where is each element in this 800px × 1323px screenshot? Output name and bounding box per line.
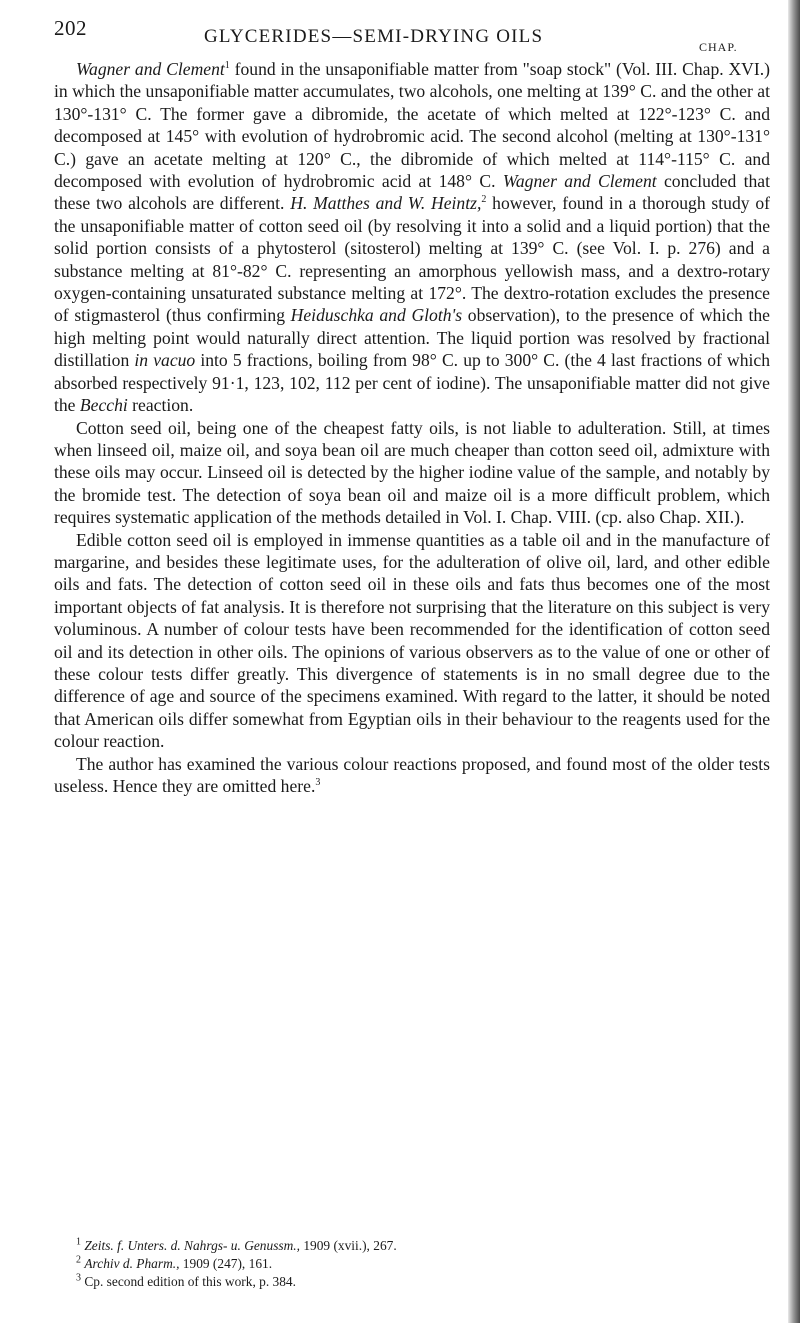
paragraph <box>54 753 770 798</box>
paragraph <box>54 58 770 417</box>
text-run: 1909 (247), 161. <box>179 1256 273 1271</box>
chapter-label: CHAP. <box>699 40 738 54</box>
italic-text: Heiduschka and Gloth's <box>290 305 463 326</box>
text-run: 1909 (xvii.), 267. <box>299 1238 397 1253</box>
italic-text: Archiv d. Pharm., <box>84 1256 180 1271</box>
italic-text: Wagner and Clement <box>76 59 225 79</box>
text-run: observation), to the presence of which the high melting point would naturally direct attention. The liquid portion was resolved by fractional distillation <box>54 305 770 371</box>
page-header <box>54 12 774 52</box>
footnote-ref: 3 <box>315 777 321 789</box>
footnotes <box>54 1237 770 1291</box>
text-run: reaction. <box>127 395 194 416</box>
italic-text: Becchi <box>79 395 128 416</box>
footnote-ref: 2 <box>76 1254 81 1266</box>
text-run: concluded that these two alcohols are different. <box>54 171 771 214</box>
footnote-ref: 1 <box>224 60 230 72</box>
footnote-ref: 2 <box>481 194 487 206</box>
paragraph <box>54 417 770 529</box>
italic-text: Zeits. f. Unters. d. Nahrgs- u. Genussm., <box>84 1238 300 1253</box>
footnote <box>54 1255 770 1272</box>
running-title: GLYCERIDES—SEMI-DRYING OILS <box>204 26 544 47</box>
text-run: Cotton seed oil, being one of the cheapest fatty oils, is not liable to adulteration. Still, at times when linseed oil, maize oil, and soya bean oil are much cheaper than cotton seed oil, admixture with these oils may occur. Linseed oil is detected by the higher iodine value of the sample, and notably by the bromide test. The detection of soya bean oil and maize oil is a more difficult problem, which requires systematic application of the methods detailed in Vol. I. Chap. VIII. (cp. also Chap. XII.). <box>54 417 770 528</box>
page-number: 202 <box>54 16 87 40</box>
footnote <box>54 1273 770 1290</box>
italic-text: Wagner and Clement <box>502 171 657 192</box>
italic-text: in vacuo <box>134 350 196 371</box>
text-run: Cp. second edition of this work, p. 384. <box>81 1274 296 1289</box>
text-run: Edible cotton seed oil is employed in immense quantities as a table oil and in the manufacture of margarine, and besides these legitimate uses, for the adulteration of olive oil, lard, and other edible oils and fats. The detection of cotton seed oil in these oils and fats thus becomes one of the most important objects of fat analysis. It is therefore not surprising that the literature on this subject is very voluminous. A number of colour tests have been recommended for the identification of cotton seed oil and its detection in other oils. The opinions of various observers as to the value of one or other of these colour tests differ greatly. This divergence of statements is in no small degree due to the difference of age and source of the specimens examined. With regard to the latter, it should be noted that American oils differ somewhat from Egyptian oils in their behaviour to the reagents used for the colour reaction. <box>54 529 770 752</box>
body-text <box>54 58 770 797</box>
footnote-ref: 1 <box>76 1236 81 1248</box>
italic-text: H. Matthes and W. Heintz, <box>290 193 482 214</box>
text-run: found in the unsaponifiable matter from "soap stock" (Vol. III. Chap. XVI.) in which the unsaponifiable matter accumulates, two alcohols, one melting at 139° C. and the other at 130°-131° C. The former gave a dibromide, the acetate of which melted at 122°-123° C. and decomposed at 145° with evolution of hydrobromic acid. The second alcohol (melting at 130°-131° C.) gave an acetate melting at 120° C., the dibromide of which melted at 114°-115° C. and decomposed with evolution of hydrobromic acid at 148° C. <box>54 59 771 192</box>
footnote-ref: 3 <box>76 1272 81 1284</box>
text-run: The author has examined the various colour reactions proposed, and found most of the older tests useless. Hence they are omitted here. <box>54 753 770 796</box>
paragraph <box>54 529 770 753</box>
text-run: into 5 fractions, boiling from 98° C. up to 300° C. (the 4 last fractions of which absorbed respectively 91·1, 123, 102, 112 per cent of iodine). The unsaponifiable matter did not give the <box>54 350 770 416</box>
page-binding-edge <box>788 0 800 1323</box>
footnote <box>54 1237 770 1254</box>
text-run: however, found in a thorough study of the unsaponifiable matter of cotton seed oil (by resolving it into a solid and a liquid portion) that the solid portion consists of a phytosterol (sitosterol) melting at 139° C. (see Vol. I. p. 276) and a substance melting at 81°-82° C. representing an amorphous yellowish mass, and a dextro-rotary oxygen-containing unsaturated substance melting at 172°. The dextro-rotation excludes the presence of stigmasterol (thus confirming <box>54 193 770 326</box>
